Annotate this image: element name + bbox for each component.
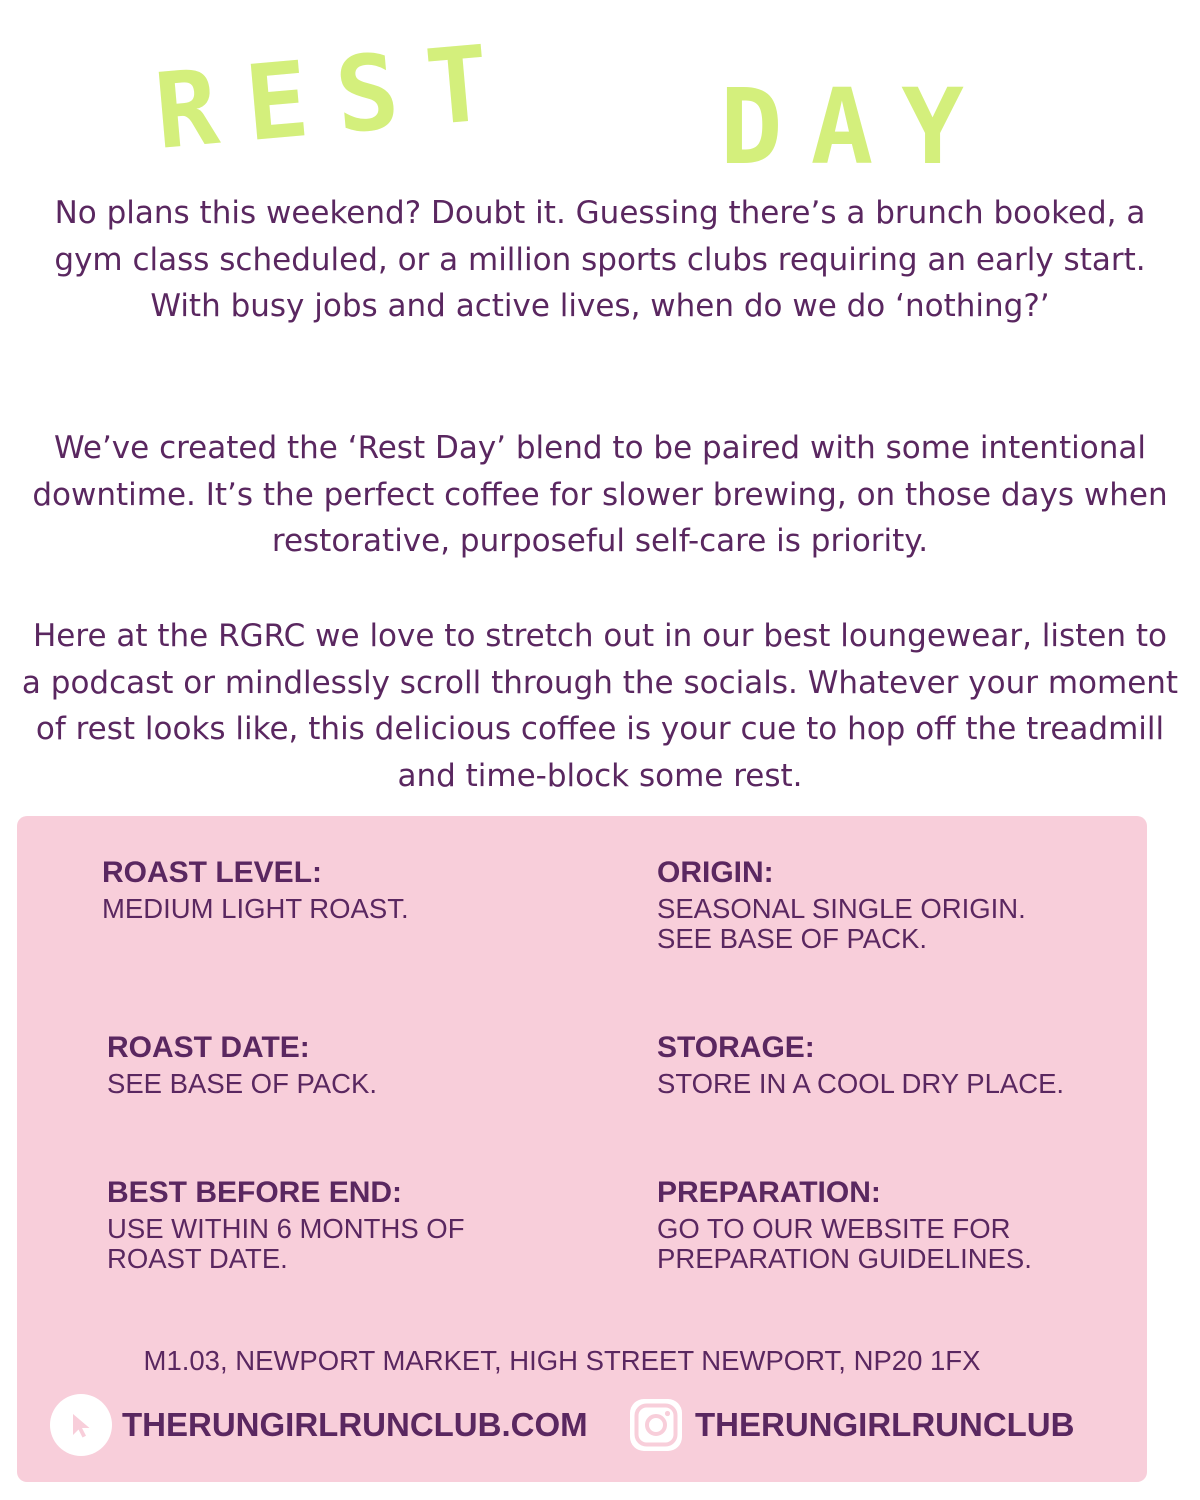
origin-block [657,856,1026,954]
intro-paragraph-1: No plans this weekend? Doubt it. Guessing there’s a brunch booked, a gym class scheduled, or a million sports clubs requiring an early start. With busy jobs and active lives, when do we do ‘nothing?’ [54,195,1146,324]
origin-label: ORIGIN: [657,856,774,889]
roast-level-block [102,856,409,924]
title-day: DAY [720,66,992,188]
cursor-icon [50,1394,112,1456]
instagram-icon [627,1396,685,1454]
preparation-block [657,1176,1032,1274]
roast-level-label: ROAST LEVEL: [102,856,323,889]
preparation-label: PREPARATION: [657,1176,881,1209]
storage-block [657,1031,1064,1099]
best-before-label: BEST BEFORE END: [107,1176,403,1209]
roast-level-value: MEDIUM LIGHT ROAST. [102,893,409,924]
roast-date-block [107,1031,377,1099]
storage-label: STORAGE: [657,1031,815,1064]
storage-value: STORE IN A COOL DRY PLACE. [657,1068,1065,1099]
title-rest: REST [150,19,522,173]
intro-paragraph-2: We’ve created the ‘Rest Day’ blend to be paired with some intentional downtime. It’s the perfect coffee for slower brewing, on those days when restorative, purposeful self-care is priority. [32,430,1168,559]
best-before-value: USE WITHIN 6 MONTHS OF ROAST DATE. [107,1213,465,1274]
address: M1.03, NEWPORT MARKET, HIGH STREET NEWPORT, NP20 1FX [143,1345,981,1376]
info-panel [17,816,1147,1482]
best-before-block [107,1176,465,1274]
origin-value: SEASONAL SINGLE ORIGIN. SEE BASE OF PACK. [657,893,1026,954]
instagram-link[interactable] [627,1394,1074,1456]
website-text[interactable]: THERUNGIRLRUNCLUB.COM [122,1406,588,1443]
roast-date-label: ROAST DATE: [107,1031,310,1064]
preparation-value: GO TO OUR WEBSITE FOR PREPARATION GUIDELINES. [657,1213,1032,1274]
website-link[interactable] [50,1394,588,1456]
intro-paragraph-3: Here at the RGRC we love to stretch out in our best loungewear, listen to a podcast or mindlessly scroll through the socials. Whatever your moment of rest looks like, this delicious coffee is your cue to hop off the treadmill and time-block some rest. [21,618,1179,794]
roast-date-value: SEE BASE OF PACK. [107,1068,377,1099]
instagram-handle[interactable]: THERUNGIRLRUNCLUB [695,1406,1075,1443]
